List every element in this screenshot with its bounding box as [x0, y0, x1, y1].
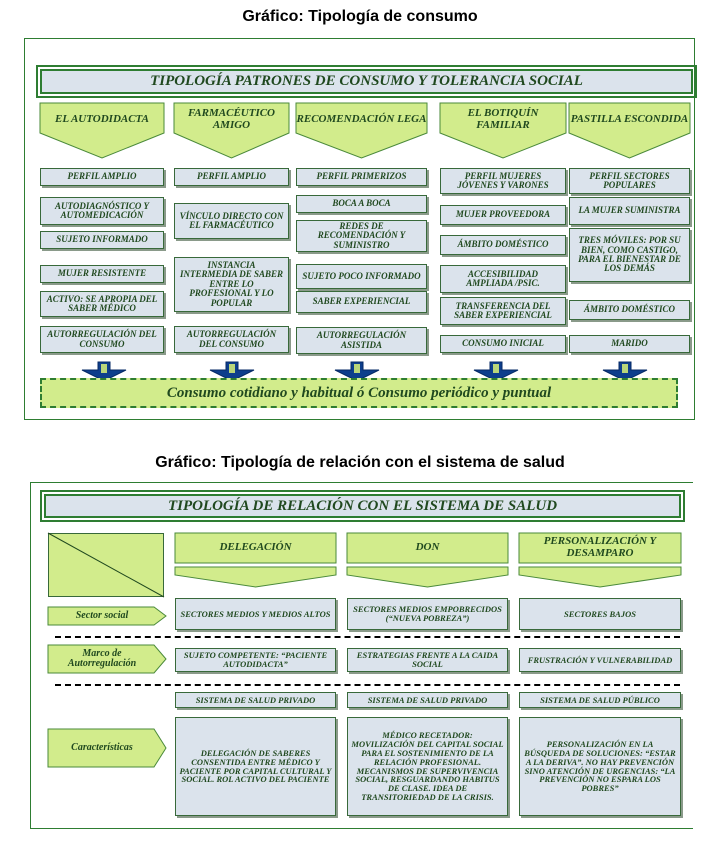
caracteristicas-cell: MÉDICO RECETADOR: MOVILIZACIÓN DEL CAPITAL SOCIAL PARA EL SOSTENIMIENTO DE LA RELACIÓN PROFESIONAL. MECANISMOS DE SUPERVIVENCIA SOCIAL, RESGUARDANDO HABITUS DE CLASE. IDEA DE TRANSITORIEDAD DE LA CRISIS. [347, 717, 508, 816]
column-3-item: PERFIL PRIMERIZOS [296, 168, 427, 186]
column-2-item: AUTORREGULACIÓN DEL CONSUMO [174, 326, 289, 353]
chart1-footer: Consumo cotidiano y habitual ó Consumo periódico y puntual [40, 378, 678, 408]
relation-header-3 [519, 533, 681, 588]
relation-header-1 [175, 533, 336, 588]
row-label-text: Características [71, 741, 133, 753]
column-1-item: ACTIVO: SE APROPIA DEL SABER MÉDICO [40, 291, 164, 317]
corner-diagonal [48, 533, 164, 597]
column-4-item: PERFIL MUJERES JÓVENES Y VARONES [440, 168, 566, 194]
sector-cell: SECTORES MEDIOS Y MEDIOS ALTOS [175, 598, 336, 630]
column-header-label: PASTILLA ESCONDIDA [570, 113, 689, 126]
column-5-item: MARIDO [569, 335, 690, 353]
column-3-item: AUTORREGULACIÓN ASISTIDA [296, 327, 427, 354]
sistema-cell: SISTEMA DE SALUD PÚBLICO [519, 692, 681, 708]
column-3-item: SUJETO POCO INFORMADO [296, 264, 427, 289]
caracteristicas-cell: PERSONALIZACIÓN EN LA BÚSQUEDA DE SOLUCIONES: “ESTAR A LA DERIVA”. NO HAY PREVENCIÓN SINO ATENCIÓN DE URGENCIAS: “LA PREVENCIÓN NO ESPARA LOS POBRES” [519, 717, 681, 816]
sector-cell: SECTORES MEDIOS EMPOBRECIDOS (“NUEVA POBREZA”) [347, 598, 508, 630]
column-5-item: PERFIL SECTORES POPULARES [569, 168, 690, 194]
sistema-cell: SISTEMA DE SALUD PRIVADO [175, 692, 336, 708]
column-3-item: REDES DE RECOMENDACIÓN Y SUMINISTRO [296, 220, 427, 252]
row-label-caracteristicas [48, 729, 166, 767]
column-header-label: RECOMENDACIÓN LEGA [296, 113, 427, 126]
row-label-text: Sector social [75, 609, 129, 621]
relation-header-2 [347, 533, 508, 588]
column-4-item: MUJER PROVEEDORA [440, 205, 566, 225]
divider-2 [55, 684, 680, 686]
column-4-item: ÁMBITO DOMÉSTICO [440, 235, 566, 255]
caracteristicas-cell: DELEGACIÓN DE SABERES CONSENTIDA ENTRE MÉDICO Y PACIENTE POR CAPITAL CULTURAL Y SOCIAL. ROL ACTIVO DEL PACIENTE [175, 717, 336, 816]
marco-cell: ESTRATEGIAS FRENTE A LA CAIDA SOCIAL [347, 648, 508, 672]
chart2-banner: TIPOLOGÍA DE RELACIÓN CON EL SISTEMA DE SALUD [44, 494, 681, 518]
divider-1 [55, 636, 680, 638]
sector-cell: SECTORES BAJOS [519, 598, 681, 630]
column-5-item: ÁMBITO DOMÉSTICO [569, 300, 690, 320]
column-2-item: INSTANCIA INTERMEDIA DE SABER ENTRE LO PROFESIONAL Y LO POPULAR [174, 257, 289, 312]
column-2-item: VÍNCULO DIRECTO CON EL FARMACÉUTICO [174, 203, 289, 239]
column-header-label: EL AUTODIDACTA [54, 113, 150, 126]
column-1-item: MUJER RESISTENTE [40, 265, 164, 283]
column-3-item: SABER EXPERIENCIAL [296, 291, 427, 313]
chart1-banner: TIPOLOGÍA PATRONES DE CONSUMO Y TOLERANCIA SOCIAL [40, 69, 693, 94]
column-header-label: FARMACÉUTICO AMIGO [187, 107, 276, 131]
column-5-item: TRES MÓVILES: POR SU BIEN, COMO CASTIGO, PARA EL BIENESTAR DE LOS DEMÁS [569, 228, 690, 282]
row-label-marco [48, 645, 166, 673]
chart1-title: Gráfico: Tipología de consumo [242, 8, 478, 25]
corner-cell [48, 533, 164, 597]
relation-header-label: PERSONALIZACIÓN Y DESAMPARO [543, 535, 657, 559]
relation-header-label: DON [415, 541, 440, 554]
column-header-label: EL BOTIQUÍN FAMILIAR [467, 107, 539, 131]
marco-cell: SUJETO COMPETENTE: “PACIENTE AUTODIDACTA” [175, 648, 336, 672]
relation-header-label: DELEGACIÓN [219, 541, 292, 554]
column-4-item: TRANSFERENCIA DEL SABER EXPERIENCIAL [440, 297, 566, 325]
column-3-item: BOCA A BOCA [296, 195, 427, 213]
chart2-title: Gráfico: Tipología de relación con el sistema de salud [155, 454, 565, 471]
column-4-item: ACCESIBILIDAD AMPLIADA /PSIC. [440, 265, 566, 293]
column-4-item: CONSUMO INICIAL [440, 335, 566, 353]
column-1-item: PERFIL AMPLIO [40, 168, 164, 186]
column-1-item: SUJETO INFORMADO [40, 231, 164, 249]
column-1-item: AUTORREGULACIÓN DEL CONSUMO [40, 326, 164, 353]
marco-cell: FRUSTRACIÓN Y VULNERABILIDAD [519, 648, 681, 672]
column-5-item: LA MUJER SUMINISTRA [569, 197, 690, 225]
sistema-cell: SISTEMA DE SALUD PRIVADO [347, 692, 508, 708]
column-2-item: PERFIL AMPLIO [174, 168, 289, 186]
row-label-sector-social [48, 607, 166, 625]
row-label-text: Marco de Autorregulación [67, 647, 137, 669]
column-1-item: AUTODIAGNÓSTICO Y AUTOMEDICACIÓN [40, 197, 164, 225]
